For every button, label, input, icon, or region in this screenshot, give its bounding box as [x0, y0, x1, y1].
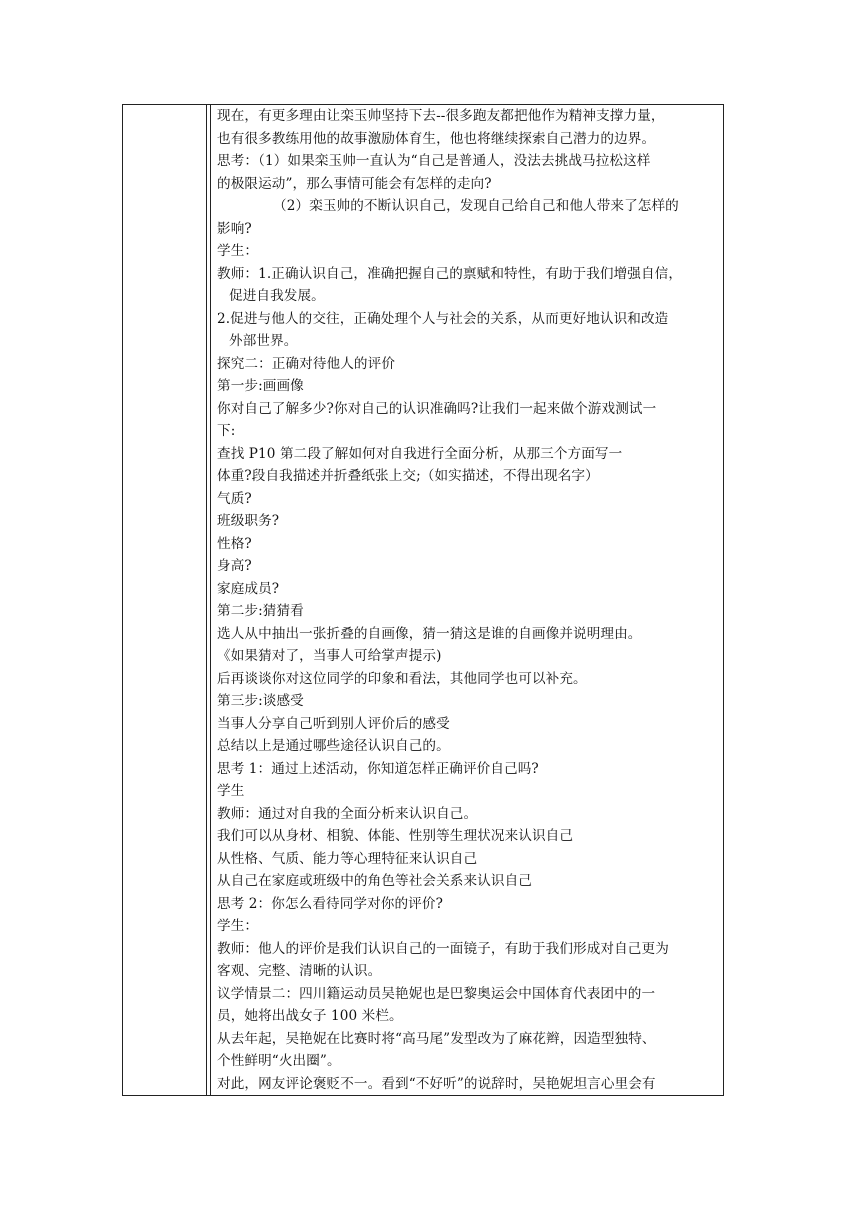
text-line: 学生 [217, 783, 245, 799]
text-line: 思考 1：通过上述活动，你知道怎样正确评价自己吗? [217, 760, 539, 777]
text-line: 你对自己了解多少?你对自己的认识准确吗?让我们一起来做个游戏测试一 [217, 400, 657, 417]
table-content-cell [217, 105, 717, 1095]
text-line: 的极限运动”，那么事情可能会有怎样的走向? [217, 175, 492, 192]
text-line: 客观、完整、清晰的认识。 [217, 963, 382, 979]
table-column-left [123, 105, 207, 1095]
text-line: 身高? [217, 558, 252, 574]
text-line: 《如果猜对了，当事人可给掌声提示) [217, 648, 442, 664]
text-line: 气质? [217, 490, 252, 507]
text-line: 思考：（1）如果栾玉帅一直认为“自己是普通人，没法去挑战马拉松这样 [217, 153, 651, 169]
text-line: 第一步:画画像 [217, 378, 304, 394]
text-line: 下: [217, 423, 236, 439]
text-line: 从自己在家庭或班级中的角色等社会关系来认识自己 [217, 873, 532, 889]
text-line: 员，她将出战女子 100 米栏。 [217, 1008, 403, 1024]
table-column-narrow [207, 105, 211, 1095]
text-line: 对此，网友评论褒贬不一。看到“不好听”的说辞时，吴艳妮坦言心里会有 [217, 1075, 656, 1092]
text-line: 当事人分享自己听到别人评价后的感受 [217, 715, 450, 732]
text-line: 从性格、气质、能力等心理特征来认识自己 [217, 850, 478, 867]
text-line: 2.促进与他人的交往，正确处理个人与社会的关系，从而更好地认识和改造 [217, 310, 669, 327]
text-line: 教师：1.正确认识自己，准确把握自己的禀赋和特性，有助于我们增强自信， [217, 265, 683, 282]
text-line: 现在，有更多理由让栾玉帅坚持下去--很多跑友都把他作为精神支撑力量， [217, 108, 665, 124]
text-line: 个性鲜明“火出圈”。 [217, 1053, 341, 1069]
text-line: 查找 P10 第二段了解如何对自我进行全面分析，从那三个方面写一 [217, 445, 623, 462]
text-line: 班级职务? [217, 513, 280, 529]
text-line: 后再谈谈你对这位同学的印象和看法，其他同学也可以补充。 [217, 670, 587, 687]
text-line: 外部世界。 [229, 333, 298, 349]
text-line: 第三步:谈感受 [217, 693, 304, 709]
text-line: 总结以上是通过哪些途径认识自己的。 [217, 738, 450, 754]
text-line: 体重?段自我描述并折叠纸张上交;（如实描述，不得出现名字） [217, 468, 599, 484]
text-line: 影响? [217, 220, 252, 237]
text-line: 第二步:猜猜看 [217, 603, 304, 619]
text-line: 也有很多教练用他的故事激励体育生，他也将继续探索自己潜力的边界。 [217, 130, 656, 147]
text-line: 家庭成员? [217, 580, 280, 597]
text-line: 议学情景二：四川籍运动员吴艳妮也是巴黎奥运会中国体育代表团中的一 [217, 985, 656, 1002]
lesson-table [122, 104, 724, 1096]
text-line: 思考 2：你怎么看待同学对你的评价? [217, 895, 443, 912]
text-line: 我们可以从身材、相貌、体能、性别等生理状况来认识自己 [217, 828, 574, 844]
text-line: 从去年起，吴艳妮在比赛时将“高马尾”发型改为了麻花辫，因造型独特、 [217, 1030, 656, 1047]
text-line: 选人从中抽出一张折叠的自画像，猜一猜这是谁的自画像并说明理由。 [217, 625, 642, 642]
text-line: 促进自我发展。 [229, 288, 325, 304]
text-line: 探究二：正确对待他人的评价 [217, 355, 396, 372]
text-line: 教师：他人的评价是我们认识自己的一面镜子，有助于我们形成对自己更为 [217, 940, 669, 957]
text-line: 学生： [217, 918, 259, 934]
text-line: 学生： [217, 243, 259, 259]
text-line: 教师：通过对自我的全面分析来认识自己。 [217, 805, 478, 822]
text-line: （2）栾玉帅的不断认识自己，发现自己给自己和他人带来了怎样的 [273, 198, 679, 214]
text-line: 性格? [217, 535, 252, 552]
